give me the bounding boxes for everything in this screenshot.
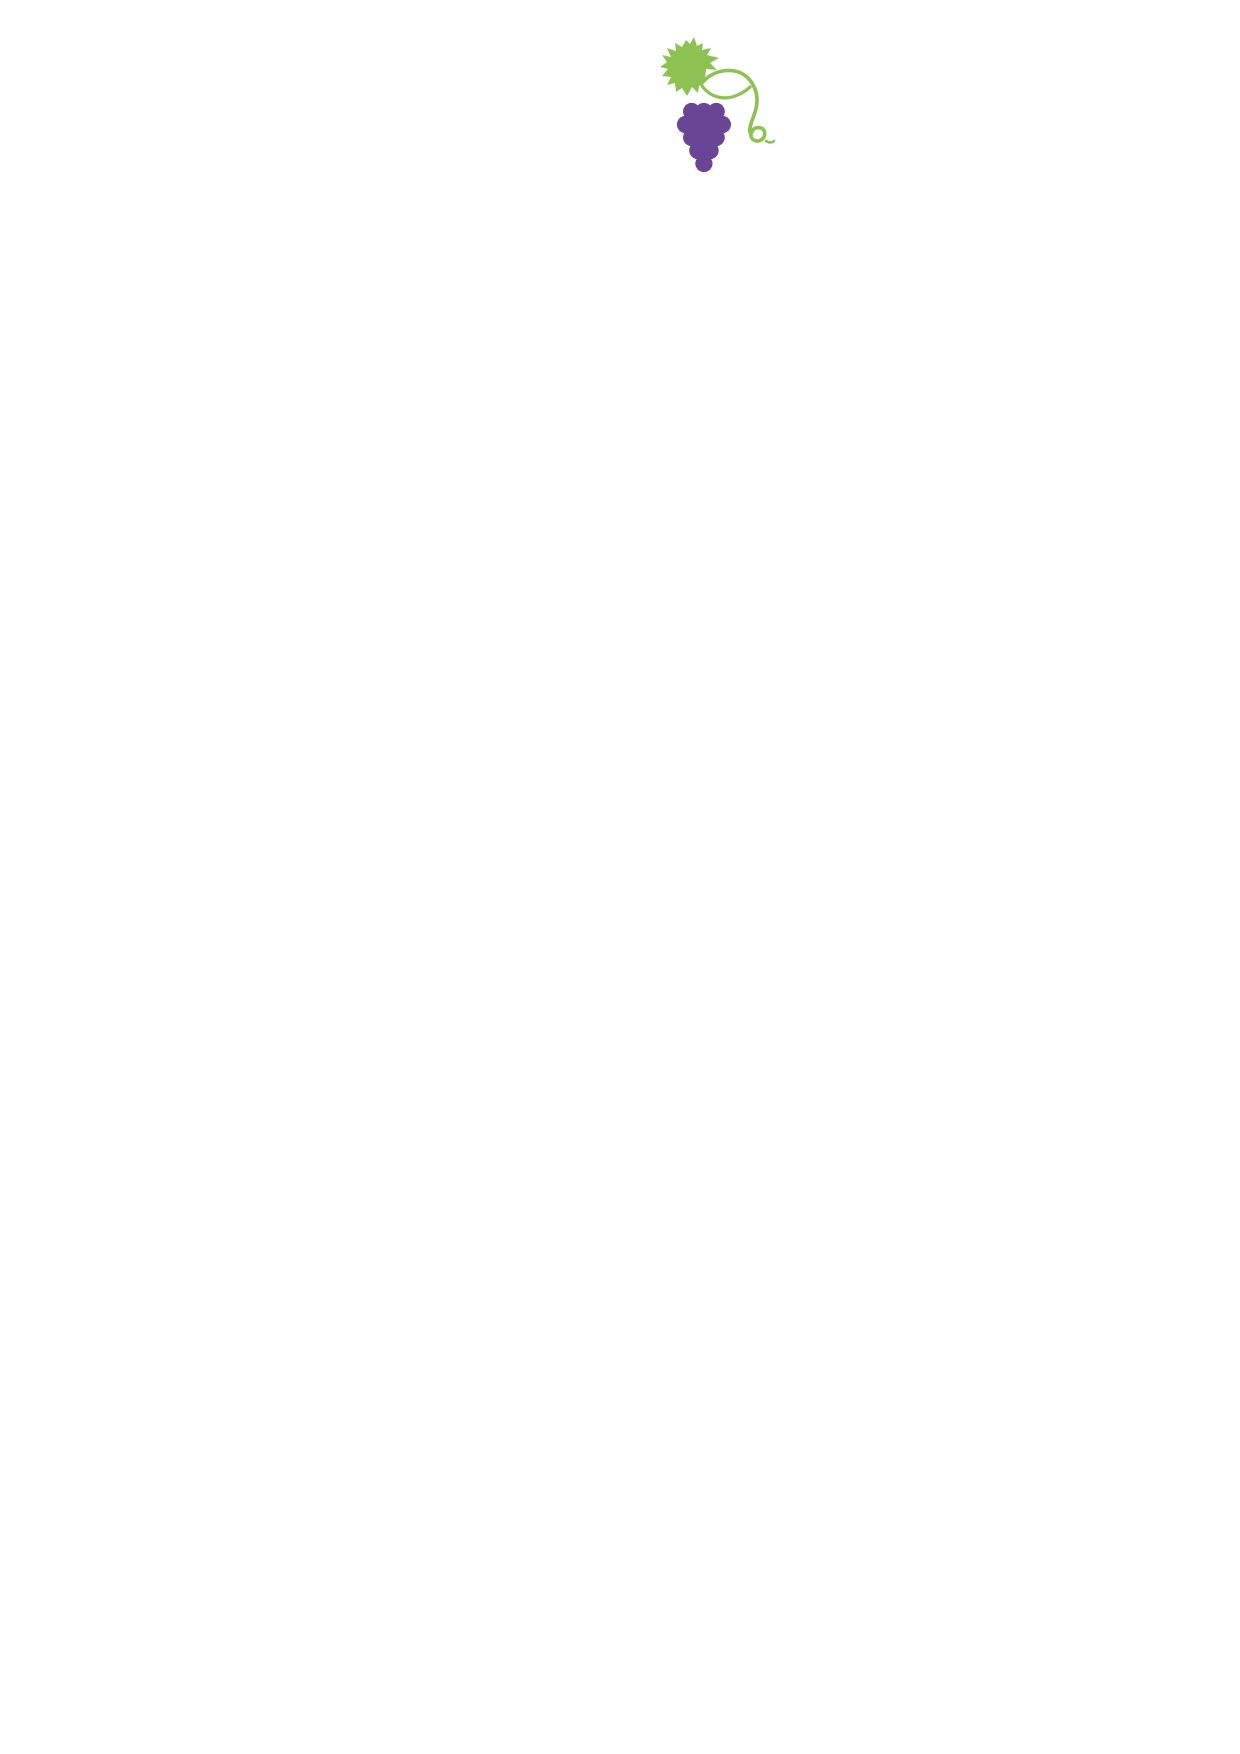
grape-logo — [655, 30, 780, 180]
grape-leaf-icon — [660, 37, 719, 96]
grape-bunch-icon — [677, 103, 731, 172]
grape-logo-svg — [655, 30, 780, 180]
